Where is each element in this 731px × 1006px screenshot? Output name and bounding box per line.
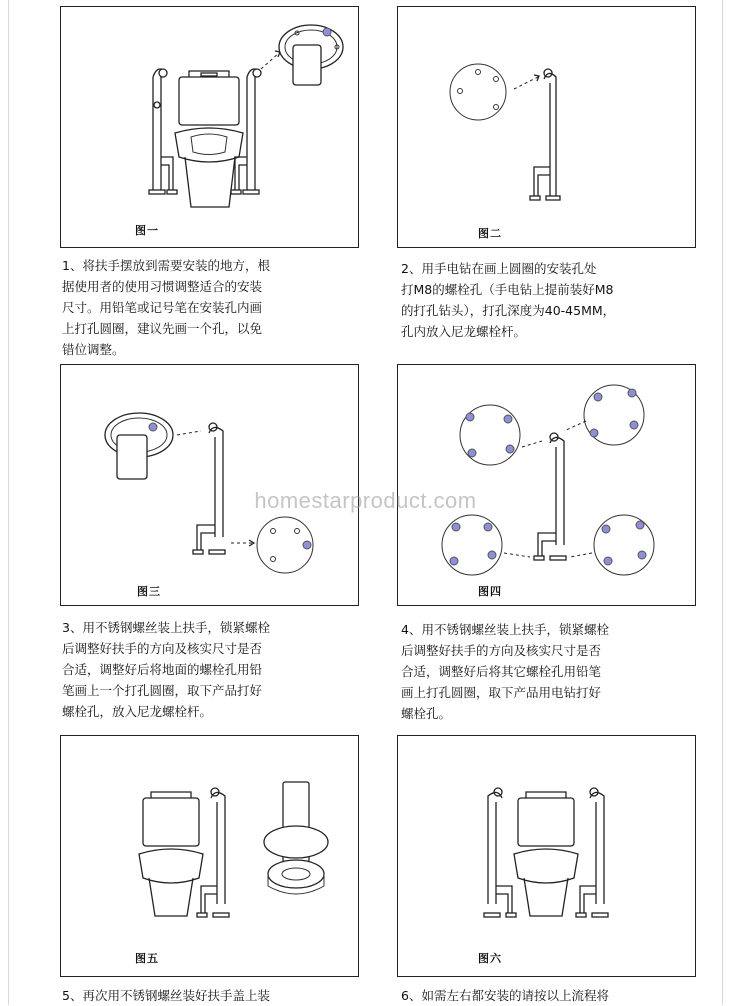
step-5-text: 5、再次用不锈钢螺丝装好扶手盖上装 bbox=[62, 988, 270, 1003]
figure-6-panel bbox=[397, 735, 696, 977]
figure-6-label: 图六 bbox=[478, 952, 502, 965]
toilet-with-right-bar-and-cover-detail-illustration bbox=[61, 736, 358, 976]
figure-5-label: 图五 bbox=[135, 952, 159, 965]
figure-3-panel bbox=[60, 364, 359, 606]
figure-2-label: 图二 bbox=[478, 227, 502, 240]
figure-4-panel bbox=[397, 364, 696, 606]
bar-with-all-drill-holes-illustration bbox=[398, 365, 695, 605]
toilet-with-two-grab-bars-illustration bbox=[61, 7, 358, 247]
step-6-text: 6、如需左右都安装的请按以上流程将 bbox=[401, 988, 609, 1003]
wall-mounted-bar-with-floor-hole-illustration bbox=[61, 365, 358, 605]
step-1-text: 1、将扶手摆放到需要安装的地方，根 据使用者的使用习惯调整适合的安装 尺寸。用铅笔或记号笔在安装孔内画 上打孔圆圈，建议先画一个孔，以免 错位调整。 bbox=[62, 258, 270, 357]
figure-5-panel bbox=[60, 735, 359, 977]
step-4-text: 4、用不锈钢螺丝装上扶手，锁紧螺栓 后调整好扶手的方向及核实尺寸是否 合适，调整好后将其它螺栓孔用铅笔 画上打孔圆圈，取下产品用电钻打好 螺栓孔。 bbox=[401, 622, 609, 721]
step-2-text: 2、用手电钻在画上圆圈的安装孔处 打M8的螺栓孔（手电钻上提前装好M8 的打孔钻头），打孔深度为40-45MM， 孔内放入尼龙螺栓杆。 bbox=[401, 261, 616, 339]
figure-2-panel bbox=[397, 6, 696, 248]
figure-3-label: 图三 bbox=[137, 585, 161, 598]
figure-4-label: 图四 bbox=[478, 585, 502, 598]
watermark: homestarproduct.com bbox=[254, 488, 477, 513]
figure-1-panel bbox=[60, 6, 359, 248]
step-3-text: 3、用不锈钢螺丝装上扶手，锁紧螺栓 后调整好扶手的方向及核实尺寸是否 合适，调整好后将地面的螺栓孔用铅 笔画上一个打孔圆圈，取下产品打好 螺栓孔，放入尼龙螺栓杆。 bbox=[62, 620, 270, 719]
grab-bar-with-drill-holes-illustration bbox=[398, 7, 695, 247]
figure-1-label: 图一 bbox=[135, 224, 159, 237]
toilet-with-both-bars-installed-illustration bbox=[398, 736, 695, 976]
